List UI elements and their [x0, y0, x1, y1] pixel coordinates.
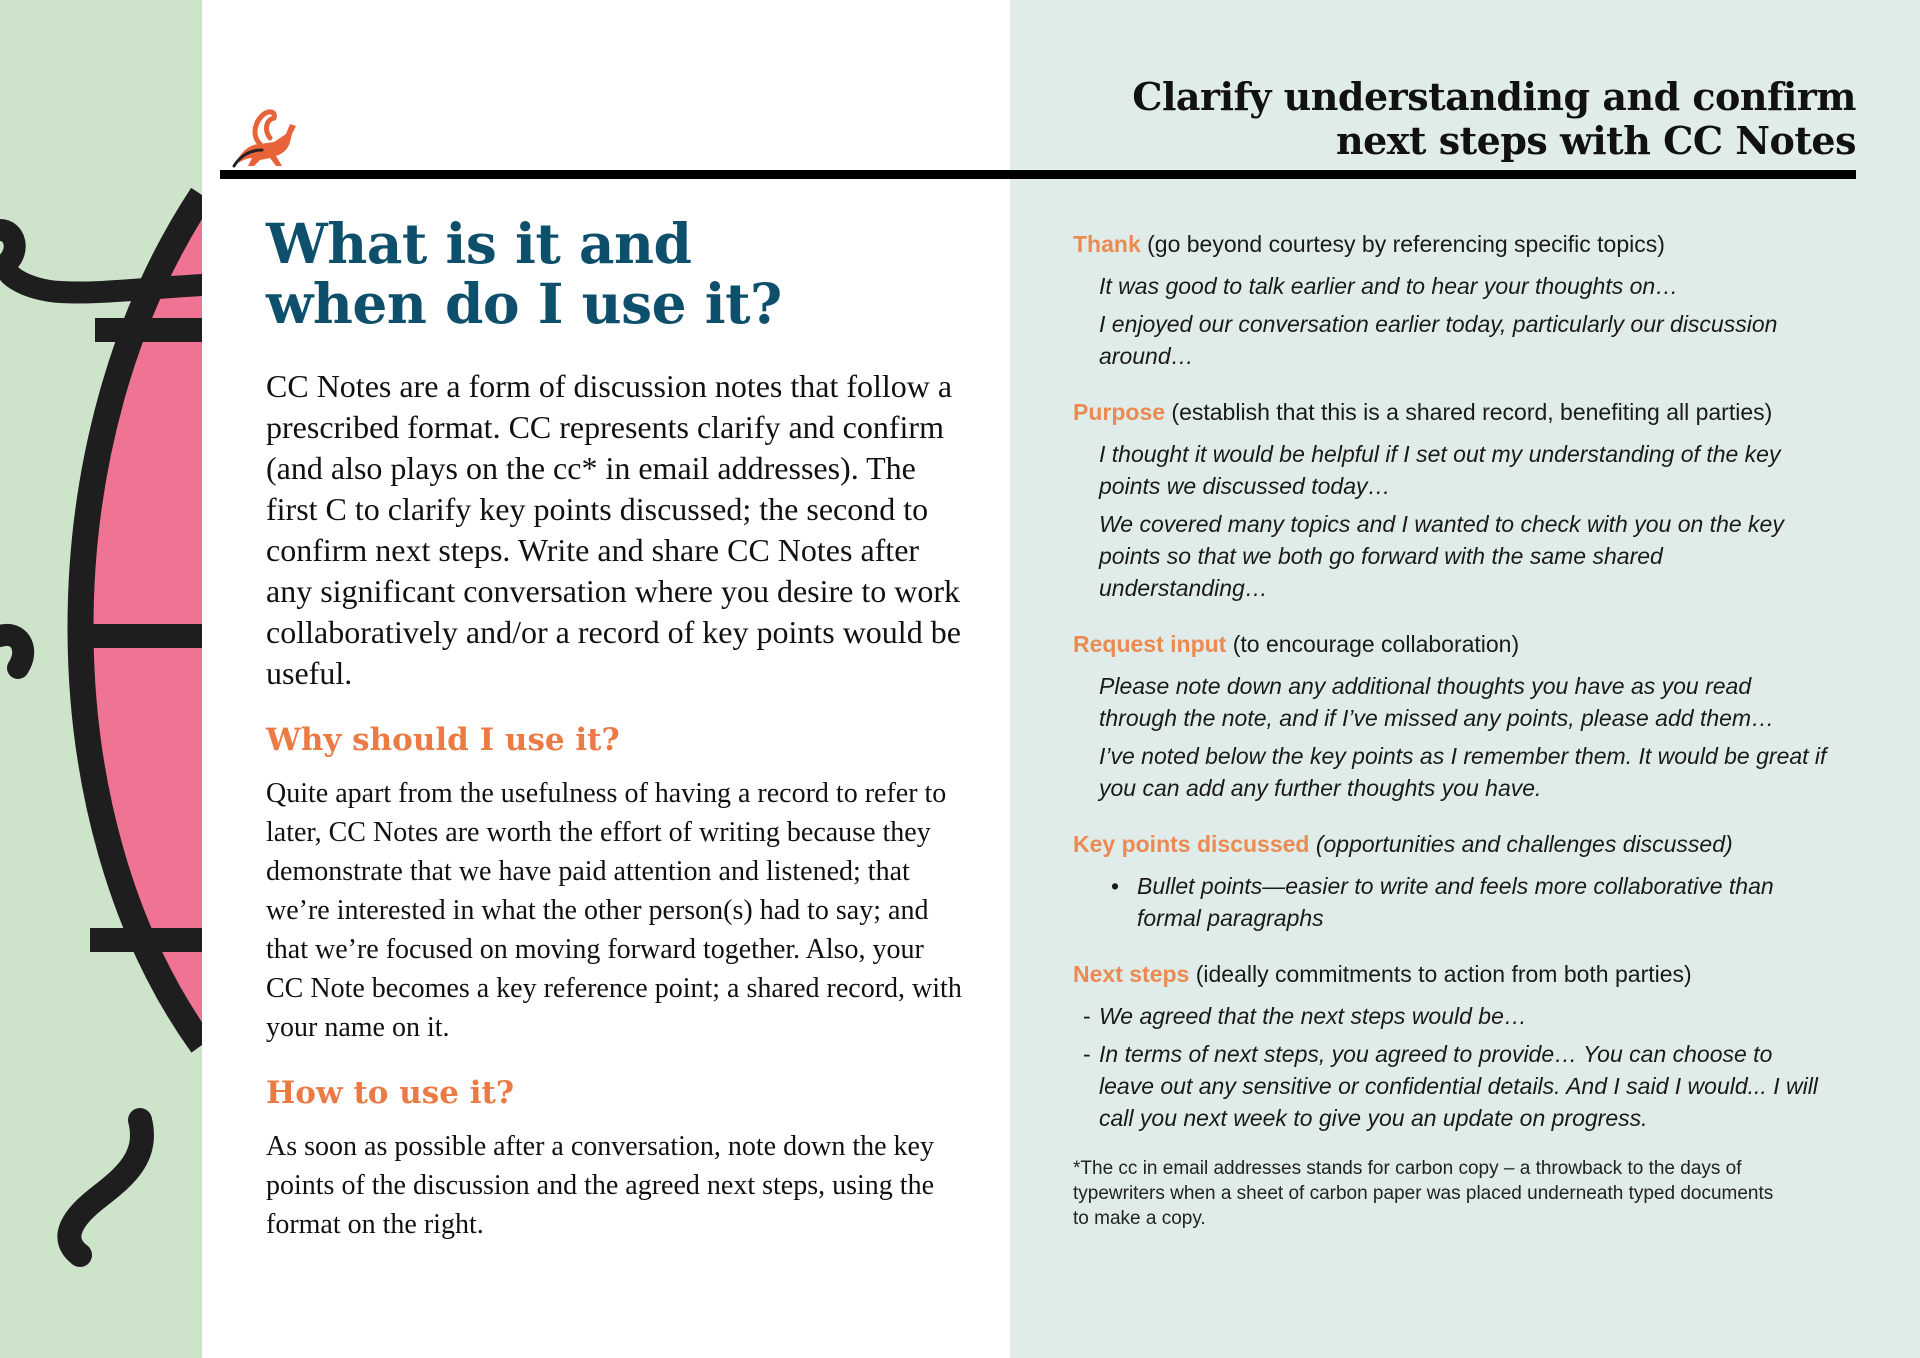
section-note: (opportunities and challenges discussed) — [1315, 831, 1733, 857]
why-heading: Why should I use it? — [266, 722, 620, 758]
main-title — [266, 211, 966, 336]
left-column — [266, 211, 966, 1244]
main-title-line-1: What is it and — [266, 211, 692, 276]
why-paragraph: Quite apart from the usefulness of having a record to refer to later, CC Notes are worth the effort of writing because they demonstrate that we have paid attention and listened; that we’re interested in what the other person(s) had to say; and that we’re focused on moving forward together. Also, your CC Note becomes a key reference point; a shared record, with your name on it. — [266, 778, 962, 1043]
dash-item: - In terms of next steps, you agreed to provide… You can choose to leave out any sensitive or confidential details. And I said I would... I will call you next week to give you an update on progress. — [1083, 1038, 1833, 1134]
section-note: (ideally commitments to action from both parties) — [1195, 961, 1692, 987]
header-title-line-2: next steps with CC Notes — [1335, 118, 1856, 163]
example-text: I thought it would be helpful if I set out my understanding of the key points we discussed today… — [1099, 441, 1781, 499]
dash-item: - We agreed that the next steps would be… — [1083, 1000, 1833, 1032]
intro-paragraph: CC Notes are a form of discussion notes that follow a prescribed format. CC represents clarify and confirm (and also plays on the cc* in email addresses). The first C to clarify key points discussed; the second to confirm next steps. Write and share CC Notes after any significant conversation where you desire to work collaboratively and/or a record of key points would be useful. — [266, 368, 961, 691]
bullet-item: • Bullet points—easier to write and feels more collaborative than formal paragraphs — [1111, 870, 1833, 934]
section-note: (establish that this is a shared record, benefiting all parties) — [1171, 399, 1773, 425]
section-heading — [1073, 394, 1833, 430]
page-header-title — [1096, 75, 1856, 163]
right-column — [1073, 226, 1833, 1231]
section-heading — [1073, 956, 1833, 992]
how-paragraph: As soon as possible after a conversation, note down the key points of the discussion and the agreed next steps, using the format on the right. — [266, 1131, 934, 1240]
section-heading — [1073, 226, 1833, 262]
main-title-line-2: when do I use it? — [266, 271, 782, 336]
section-purpose — [1073, 394, 1833, 604]
section-heading — [1073, 826, 1833, 862]
example-text: Please note down any additional thoughts you have as you read through the note, and if I’ve missed any points, please add them… — [1099, 673, 1775, 731]
section-key: Request input — [1073, 631, 1227, 657]
section-key-points — [1073, 826, 1833, 934]
section-request-input — [1073, 626, 1833, 804]
section-thank — [1073, 226, 1833, 372]
section-next-steps — [1073, 956, 1833, 1134]
section-key: Thank — [1073, 231, 1141, 257]
section-heading — [1073, 626, 1833, 662]
section-note: (to encourage collaboration) — [1232, 631, 1520, 657]
example-text: It was good to talk earlier and to hear your thoughts on… — [1099, 273, 1679, 299]
section-key: Next steps — [1073, 961, 1190, 987]
header-divider — [220, 170, 1856, 179]
footnote: *The cc in email addresses stands for carbon copy – a throwback to the days of typewriters when a sheet of carbon paper was placed underneath typed documents to make a copy. — [1073, 1158, 1774, 1229]
section-key: Key points discussed — [1073, 831, 1310, 857]
example-text: I enjoyed our conversation earlier today, particularly our discussion around… — [1099, 311, 1778, 369]
how-heading: How to use it? — [266, 1075, 514, 1111]
section-note: (go beyond courtesy by referencing specific topics) — [1147, 231, 1665, 257]
example-text: I’ve noted below the key points as I remember them. It would be great if you can add any further thoughts you have. — [1099, 743, 1827, 801]
header-title-line-1: Clarify understanding and confirm — [1132, 74, 1856, 119]
section-key: Purpose — [1073, 399, 1166, 425]
decorative-globe-strip — [0, 0, 202, 1358]
example-text: We covered many topics and I wanted to check with you on the key points so that we both go forward with the same shared understanding… — [1099, 511, 1784, 601]
fox-logo-icon — [230, 104, 298, 168]
globe-illustration-icon — [0, 0, 202, 1358]
